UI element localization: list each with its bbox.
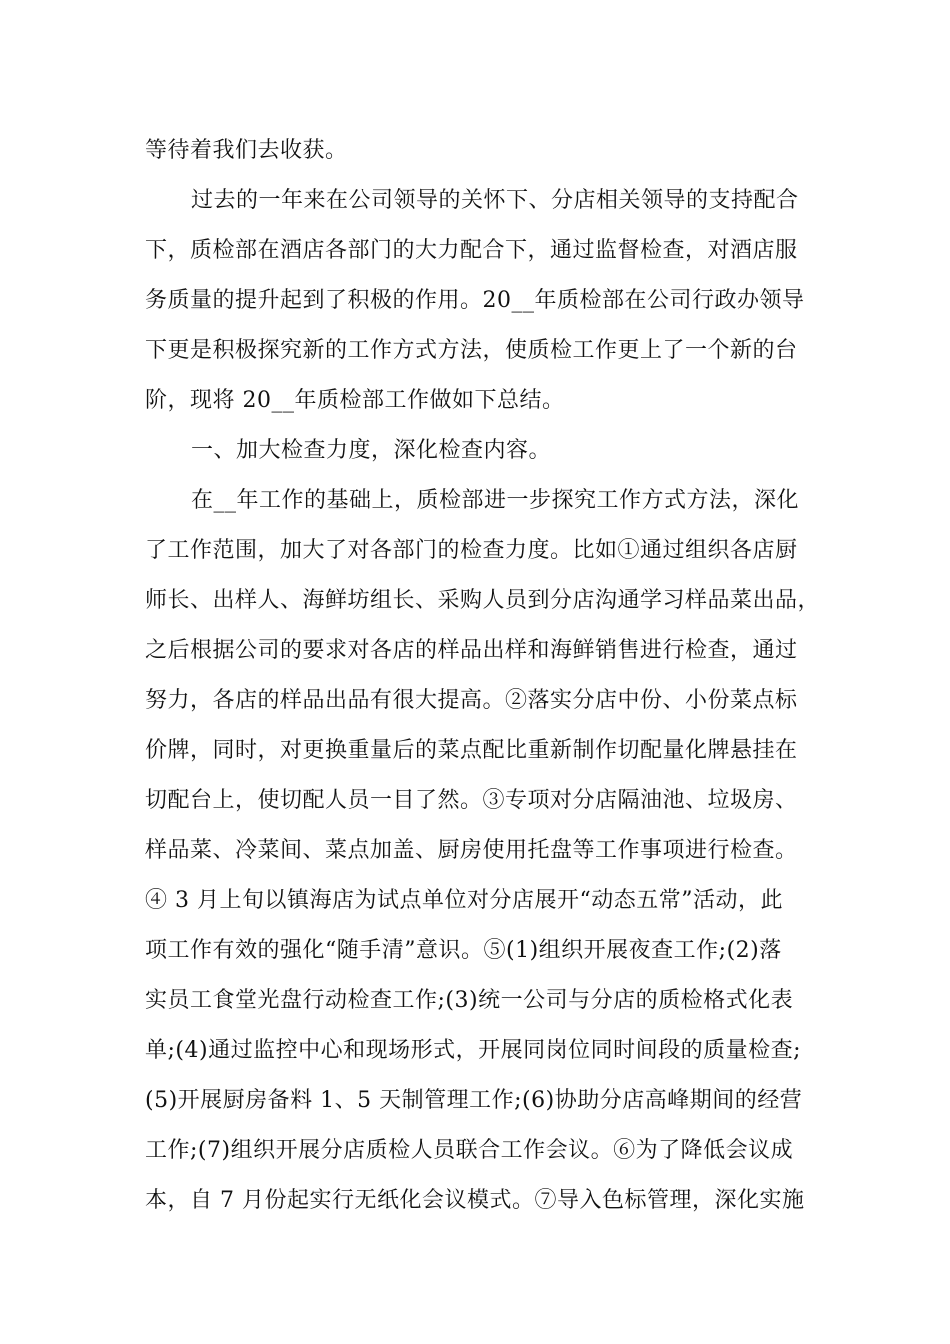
text-line: ④ 3 月上旬以镇海店为试点单位对分店展开“动态五常”活动，此 xyxy=(145,888,783,913)
text-line: 工作;(7)组织开展分店质检人员联合工作会议。⑥为了降低会议成 xyxy=(145,1138,794,1163)
text-line: 单;(4)通过监控中心和现场形式，开展同岗位同时间段的质量检查; xyxy=(145,1038,801,1063)
text-line: 师长、出样人、海鲜坊组长、采购人员到分店沟通学习样品菜出品， xyxy=(145,588,821,613)
text-line: 价牌，同时，对更换重量后的菜点配比重新制作切配量化牌悬挂在 xyxy=(145,738,798,763)
text-line: 之后根据公司的要求对各店的样品出样和海鲜销售进行检查，通过 xyxy=(145,638,798,663)
text-line: 阶，现将 20__年质检部工作做如下总结。 xyxy=(145,388,565,413)
text-line: (5)开展厨房备料 1、5 天制管理工作;(6)协助分店高峰期间的经营 xyxy=(145,1088,803,1113)
paragraph-start-line: 过去的一年来在公司领导的关怀下、分店相关领导的支持配合 xyxy=(191,188,799,213)
text-line: 下更是积极探究新的工作方式方法，使质检工作更上了一个新的台 xyxy=(145,338,798,363)
text-line: 下，质检部在酒店各部门的大力配合下，通过监督检查，对酒店服 xyxy=(145,238,798,263)
text-line: 本，自 7 月份起实行无纸化会议模式。⑦导入色标管理，深化实施 xyxy=(145,1188,805,1213)
paragraph-start-line: 在__年工作的基础上，质检部进一步探究工作方式方法，深化 xyxy=(191,488,800,513)
text-line: 努力，各店的样品出品有很大提高。②落实分店中份、小份菜点标 xyxy=(145,688,798,713)
document-body xyxy=(145,126,821,1226)
text-line: 务质量的提升起到了积极的作用。20__年质检部在公司行政办领导 xyxy=(145,288,805,313)
section-heading: 一、加大检查力度，深化检查内容。 xyxy=(191,438,552,463)
text-line: 样品菜、冷菜间、菜点加盖、厨房使用托盘等工作事项进行检查。 xyxy=(145,838,798,863)
text-line: 了工作范围，加大了对各部门的检查力度。比如①通过组织各店厨 xyxy=(145,538,798,563)
text-line: 切配台上，使切配人员一目了然。③专项对分店隔油池、垃圾房、 xyxy=(145,788,798,813)
text-line: 等待着我们去收获。 xyxy=(145,138,348,163)
text-line: 项工作有效的强化“随手清”意识。⑤(1)组织开展夜查工作;(2)落 xyxy=(145,938,782,963)
text-line: 实员工食堂光盘行动检查工作;(3)统一公司与分店的质检格式化表 xyxy=(145,988,794,1013)
